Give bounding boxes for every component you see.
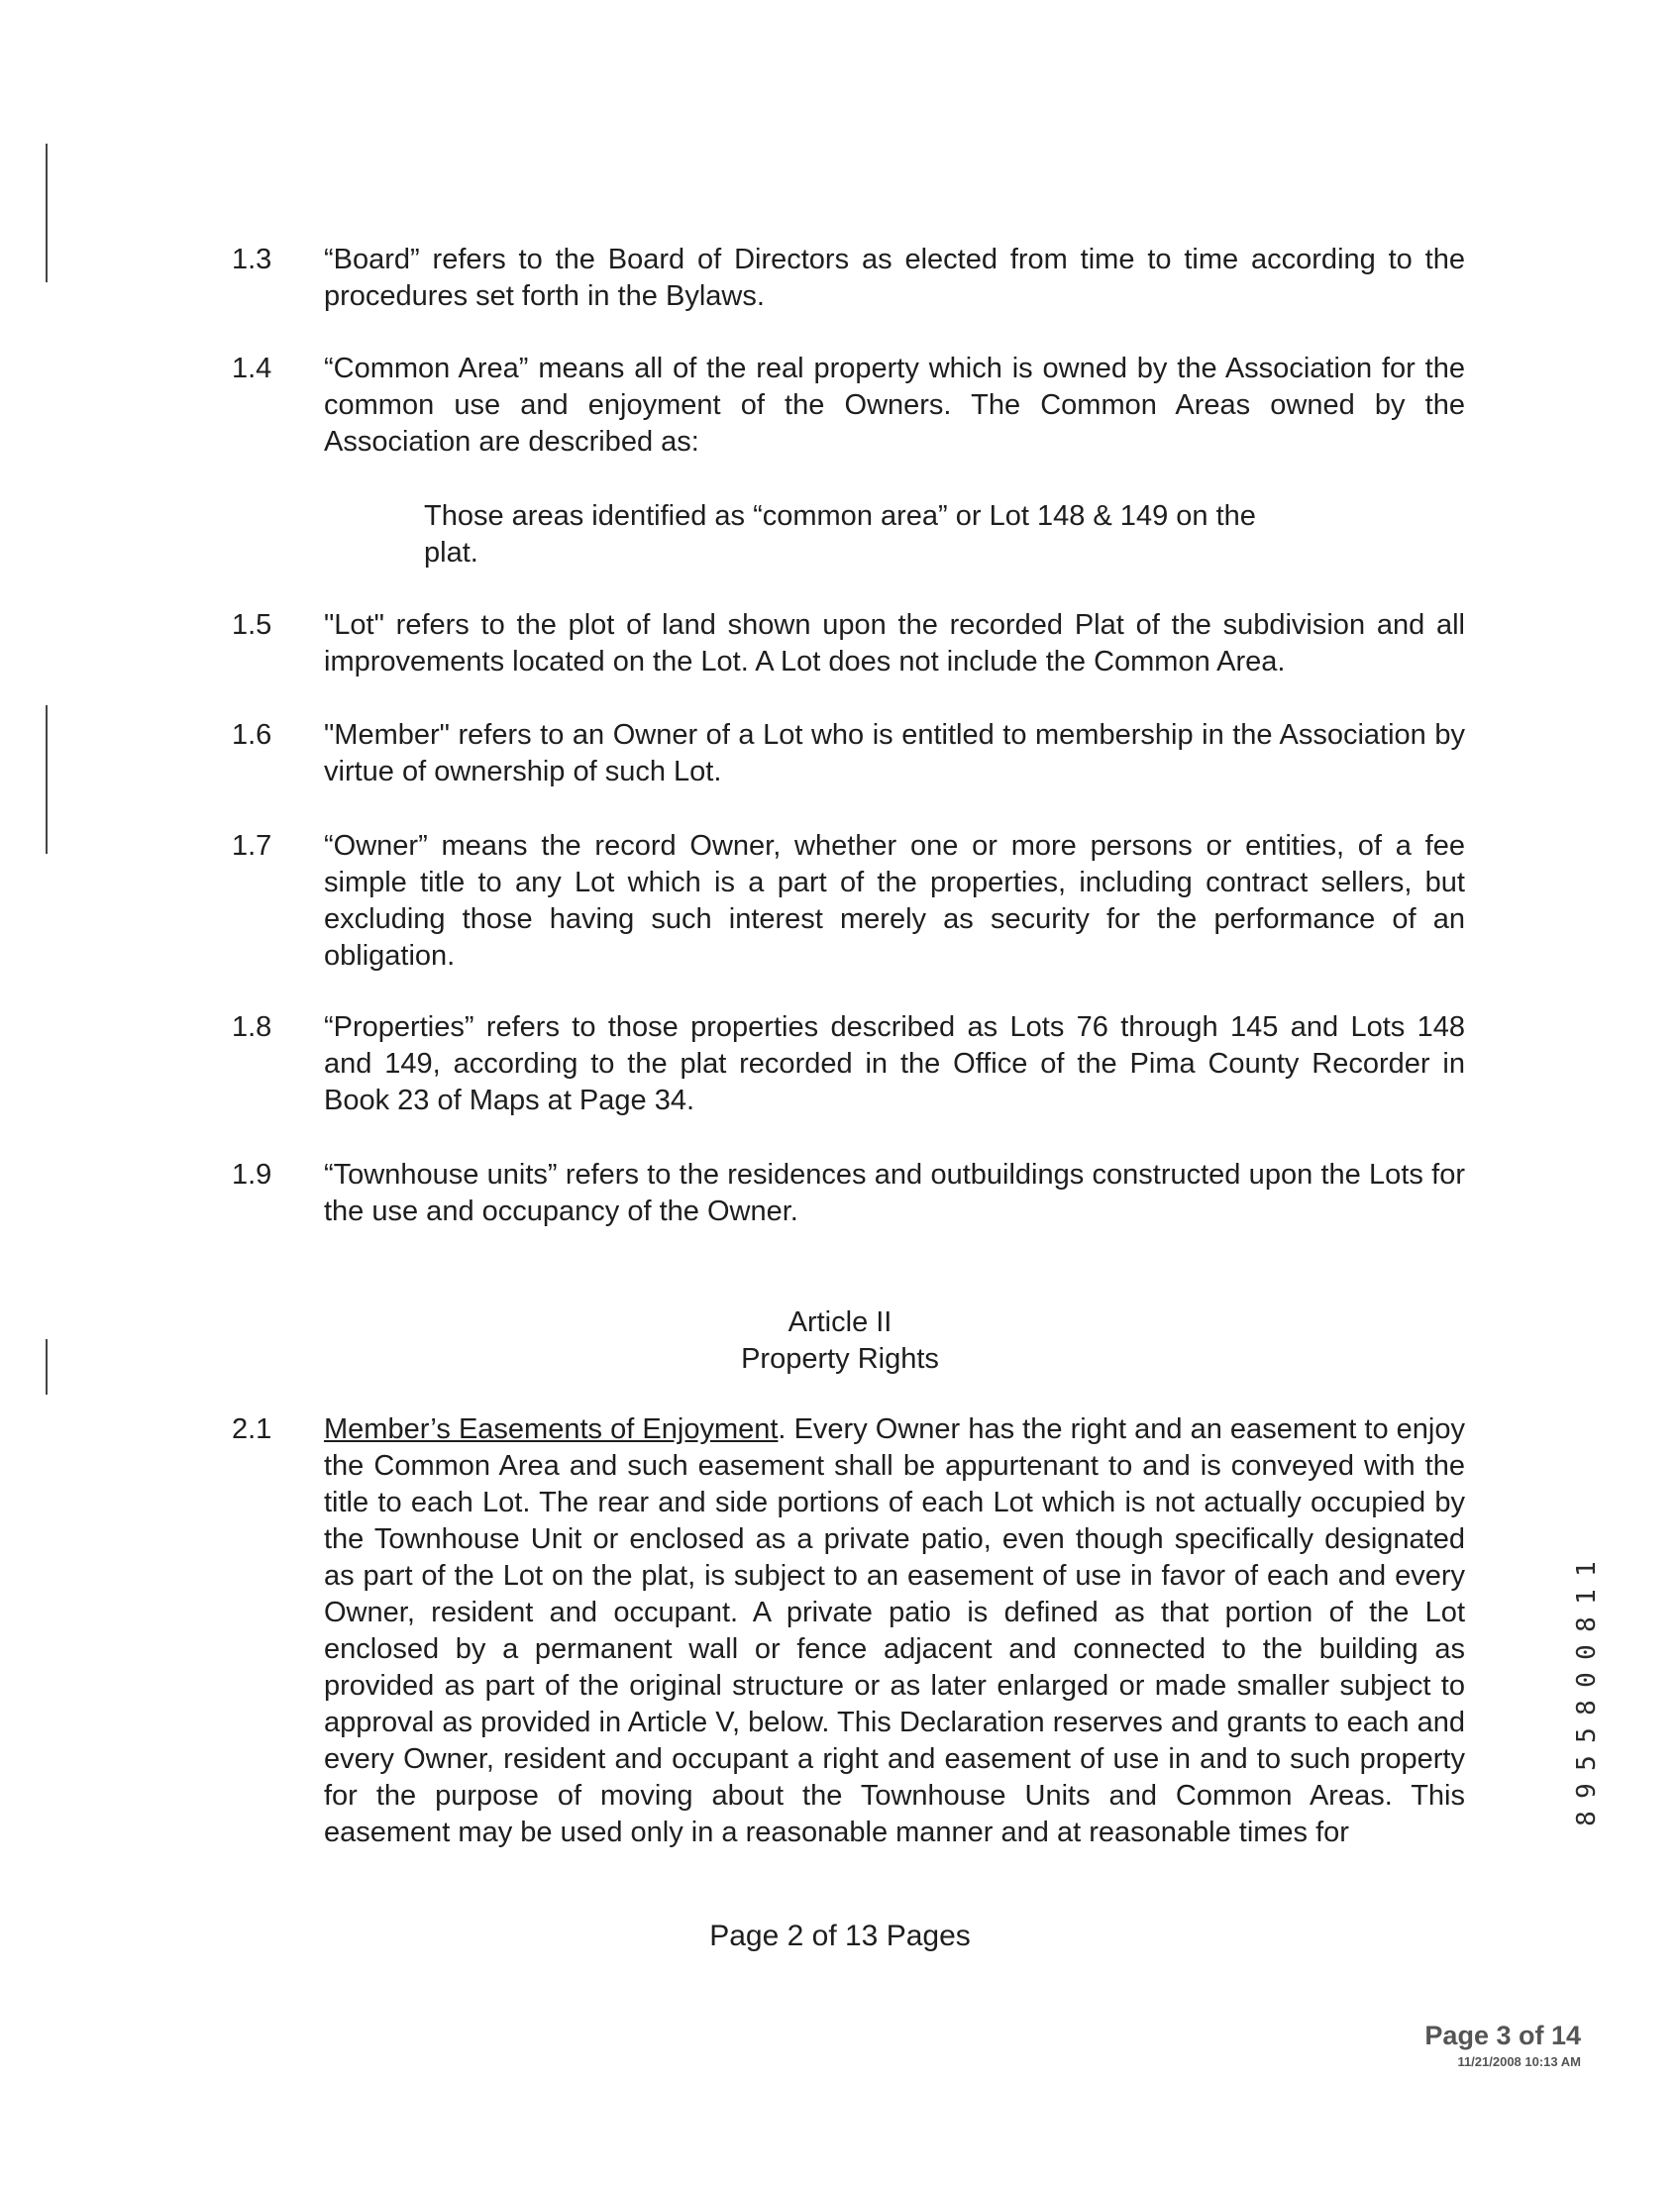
section-text: “Common Area” means all of the real property which is owned by the Association for the common use and enjoyment of the Owners. The Common Areas owned by the Association are described as: <box>324 353 1465 458</box>
section-text: “Owner” means the record Owner, whether one or more persons or entities, of a fee simple title to any Lot which is a part of the properties, including contract sellers, but excluding those having such interest merely as security for the performance of an obligation. <box>324 830 1465 972</box>
section-number: 2.1 <box>232 1413 272 1445</box>
section-text: “Townhouse units” refers to the residences and outbuildings constructed upon the Lots for the use and occupancy of the Owner. <box>324 1159 1465 1227</box>
recording-digit: 1 <box>1572 1589 1602 1605</box>
recording-digit: 8 <box>1572 1700 1602 1716</box>
section-number: 1.7 <box>232 830 272 862</box>
recording-digit: 0 <box>1572 1644 1602 1660</box>
recording-digit: 9 <box>1572 1783 1602 1799</box>
recorder-page-stamp: Page 3 of 14 <box>1424 2021 1581 2050</box>
section-number: 1.8 <box>232 1011 272 1043</box>
section-1-4-indented-text: Those areas identified as “common area” or Lot 148 & 149 on the plat. <box>424 500 1256 569</box>
section-body: . Every Owner has the right and an easement to enjoy the Common Area and such easement shall be appurtenant to and is conveyed with the title to each Lot. The rear and side portions of each Lot which is not actually occupied by the Townhouse Unit or enclosed as a private patio, even though specifically designated as part of the Lot on the plat, is subject to an easement of use in favor of each and every Owner, resident and occupant. A private patio is defined as that portion of the Lot enclosed by a permanent wall or fence adjacent and connected to the building as provided as part of the original structure or as later enlarged or made smaller subject to approval as provided in Article V, below. This Declaration reserves and grants to each and every Owner, resident and occupant a right and easement of use in and to such property for the purpose of moving about the Townhouse Units and Common Areas. This easement may be used only in a reasonable manner and at reasonable times for <box>324 1413 1465 1848</box>
recorder-timestamp: 11/21/2008 10:13 AM <box>1457 2054 1581 2069</box>
section-text: “Properties” refers to those properties described as Lots 76 through 145 and Lots 148 and 149, according to the plat recorded in the Office of the Pima County Recorder in Book 23 of Maps at Page 34. <box>324 1011 1465 1116</box>
scan-mark <box>46 144 48 282</box>
recording-digit: 0 <box>1572 1672 1602 1688</box>
section-number: 1.3 <box>232 244 272 275</box>
article-title: Article II <box>788 1306 892 1338</box>
recording-digit: 1 <box>1572 1561 1602 1577</box>
scan-mark <box>46 705 48 854</box>
section-number: 1.9 <box>232 1159 272 1191</box>
recording-digit: 8 <box>1572 1616 1602 1632</box>
section-number: 1.6 <box>232 719 272 751</box>
recording-digit: 5 <box>1572 1755 1602 1771</box>
page-footer: Page 2 of 13 Pages <box>709 1920 971 1952</box>
section-number: 1.5 <box>232 609 272 641</box>
section-text: “Board” refers to the Board of Directors as elected from time to time according to the procedures set forth in the Bylaws. <box>324 244 1465 312</box>
section-heading: Member’s Easements of Enjoyment <box>324 1413 779 1445</box>
recording-number <box>1569 1555 1605 1892</box>
recording-digit: 8 <box>1572 1811 1602 1826</box>
section-text: "Member" refers to an Owner of a Lot who is entitled to membership in the Association by virtue of ownership of such Lot. <box>324 719 1465 787</box>
section-text <box>324 1411 1465 1851</box>
article-subtitle: Property Rights <box>741 1343 939 1375</box>
section-text: "Lot" refers to the plot of land shown upon the recorded Plat of the subdivision and all improvements located on the Lot. A Lot does not include the Common Area. <box>324 609 1465 677</box>
section-number: 1.4 <box>232 353 272 384</box>
recording-digit: 5 <box>1572 1727 1602 1743</box>
